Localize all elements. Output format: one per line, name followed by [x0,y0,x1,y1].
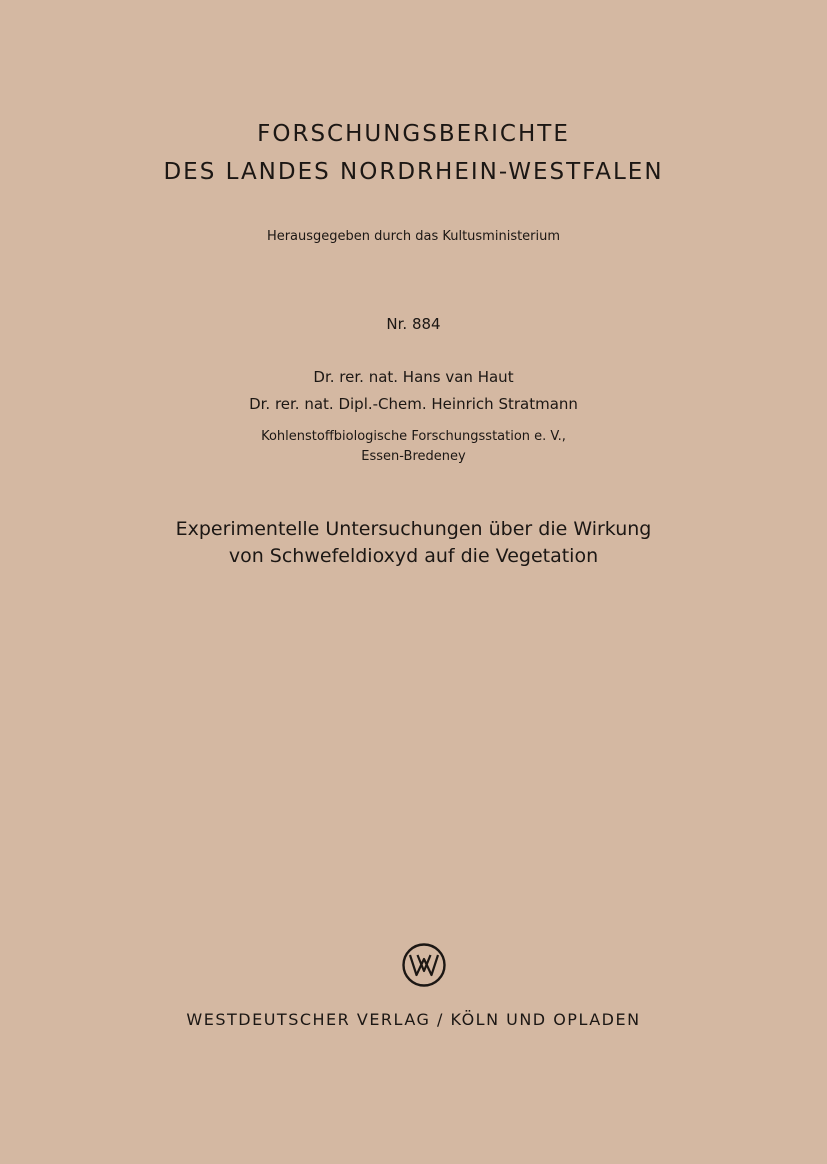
author-2: Dr. rer. nat. Dipl.-Chem. Heinrich Stratmann [249,395,578,413]
book-title-line-2: von Schwefeldioxyd auf die Vegetation [228,545,599,567]
series-title-line-2: DES LANDES NORDRHEIN-WESTFALEN [163,159,664,185]
publisher-imprint: WESTDEUTSCHER VERLAG / KÖLN UND OPLADEN [186,1010,641,1029]
series-title-line-1: FORSCHUNGSBERICHTE [257,121,570,147]
wv-monogram-logo-icon [401,942,447,988]
book-title-line-1: Experimentelle Untersuchungen über die Wirkung [175,518,652,540]
series-number: Nr. 884 [386,315,441,333]
editor-note: Herausgegeben durch das Kultusministerium [266,229,561,244]
institution-line-2: Essen-Bredeney [361,449,466,464]
institution-line-1: Kohlenstoffbiologische Forschungsstation e. V., [261,429,566,444]
author-1: Dr. rer. nat. Hans van Haut [313,368,514,386]
